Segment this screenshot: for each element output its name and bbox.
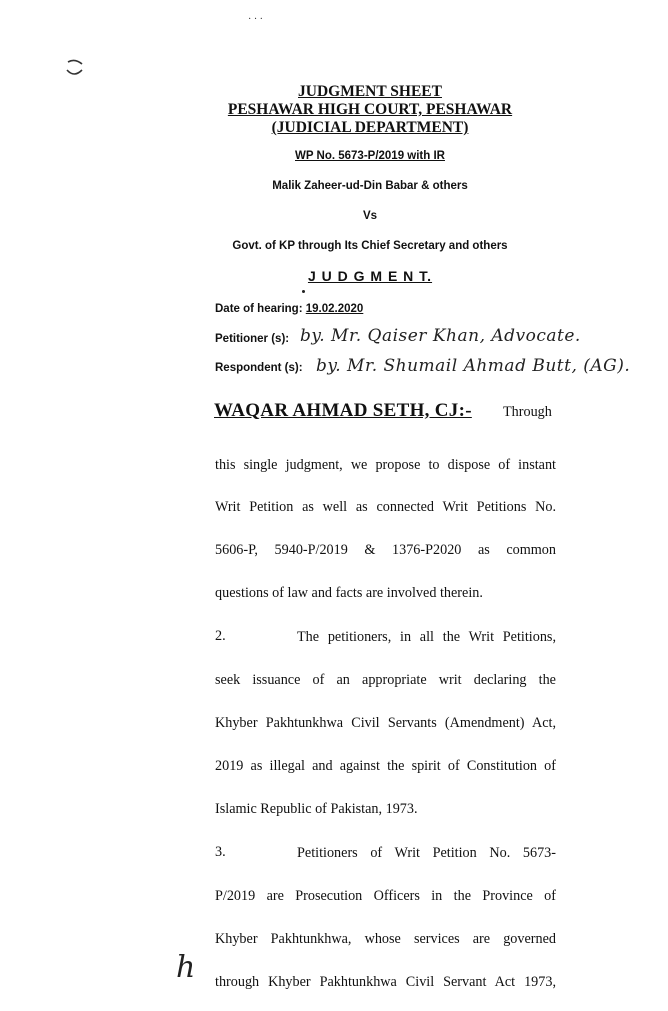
body-line: this single judgment, we propose to dispose of instant [215, 457, 556, 473]
header-department: (JUDICIAL DEPARTMENT) [271, 119, 469, 136]
petitioner-party: Malik Zaheer-ud-Din Babar & others [272, 180, 468, 192]
scan-dot [302, 290, 305, 293]
body-line: 2019 as illegal and against the spirit of Constitution of [215, 758, 556, 774]
body-line: Petitioners of Writ Petition No. 5673- [297, 845, 556, 861]
body-line: P/2019 are Prosecution Officers in the Province of [215, 888, 556, 904]
body-line: Khyber Pakhtunkhwa Civil Servants (Amendment) Act, [215, 715, 556, 731]
body-line: seek issuance of an appropriate writ declaring the [215, 672, 556, 688]
versus-label: Vs [362, 210, 378, 222]
judgment-heading: J U D G M E N T. [307, 268, 433, 284]
scan-speck: · · · [248, 14, 263, 25]
hole-punch-mark [64, 58, 86, 80]
body-line: Khyber Pakhtunkhwa, whose services are governed [215, 931, 556, 947]
respondent-counsel-label: Respondent (s): [215, 362, 303, 374]
paragraph-number: 2. [215, 628, 226, 644]
body-line: questions of law and facts are involved therein. [215, 585, 483, 601]
respondent-party: Govt. of KP through Its Chief Secretary and others [232, 240, 508, 252]
paragraph-number: 3. [215, 844, 226, 860]
case-number: WP No. 5673-P/2019 with IR [295, 150, 445, 162]
petitioner-counsel-handwritten: by. Mr. Qaiser Khan, Advocate. [300, 326, 581, 346]
hearing-label: Date of hearing: [215, 303, 303, 315]
body-line: Writ Petition as well as connected Writ Petitions No. [215, 499, 556, 515]
hearing-line [215, 303, 363, 315]
body-line: through Khyber Pakhtunkhwa Civil Servant Act 1973, [215, 974, 556, 990]
judge-name: WAQAR AHMAD SETH, CJ:- [214, 400, 472, 421]
hearing-date: 19.02.2020 [305, 303, 364, 315]
body-line: Islamic Republic of Pakistan, 1973. [215, 801, 418, 817]
header-title: JUDGMENT SHEET [298, 83, 442, 100]
intro-first-word: Through [503, 404, 552, 420]
petitioner-counsel-label: Petitioner (s): [215, 333, 290, 345]
header-court: PESHAWAR HIGH COURT, PESHAWAR [227, 101, 513, 118]
body-line: 5606-P, 5940-P/2019 & 1376-P2020 as common [215, 542, 556, 558]
margin-initial-mark: h [176, 950, 196, 985]
body-line: The petitioners, in all the Writ Petitions, [297, 629, 556, 645]
respondent-counsel-handwritten: by. Mr. Shumail Ahmad Butt, (AG). [316, 356, 631, 376]
